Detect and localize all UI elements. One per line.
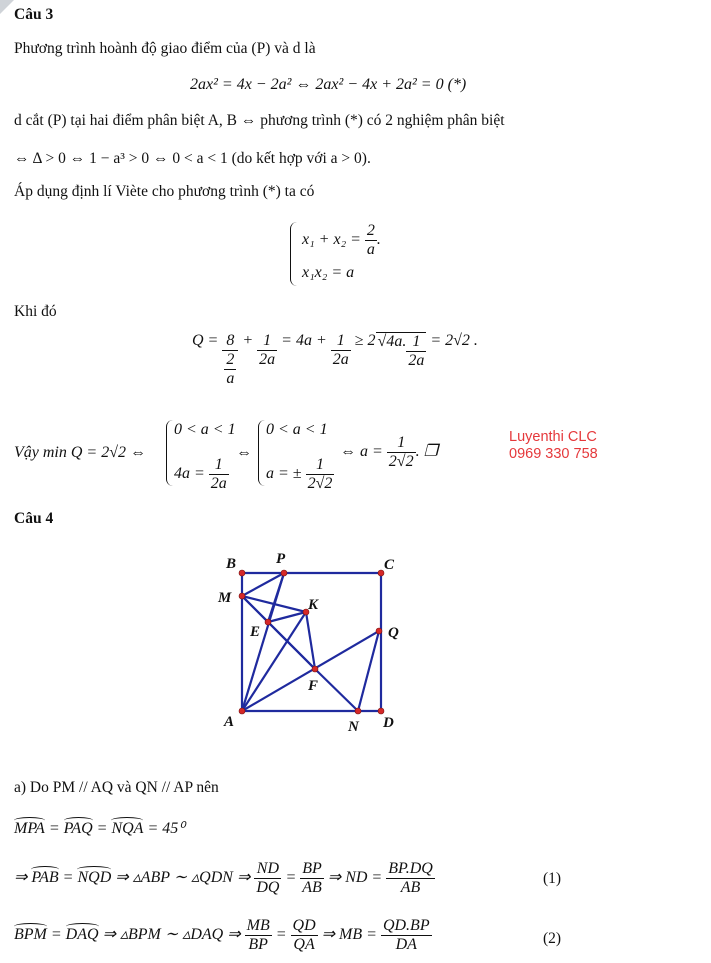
label-P: P [276, 551, 286, 567]
q-frac4-den: 2a [408, 352, 425, 369]
system2-b-den: 2√2 [307, 475, 333, 492]
final-answer [340, 434, 438, 471]
q-equation: Q = 8 2 a + $\frac{1}{2a}$ = 4a + $\frac{1}{2a}$ ≥ 2 √4a. $\frac{1}{2a}$ = 2√2 . [192, 332, 478, 387]
final-den: 2√2 [388, 453, 414, 470]
q-plus: + [242, 332, 254, 349]
eq1-tag: (1) [543, 870, 562, 887]
watermark [509, 429, 598, 463]
q-frac2-den: 2a [259, 351, 276, 368]
label-K: K [308, 597, 319, 613]
point-A [239, 708, 245, 714]
vieta-eq-2: x₁x₂ = a [302, 264, 355, 281]
label-D: D [383, 715, 394, 731]
eq2-f1-den: BP [248, 936, 268, 953]
q-result: = 2√2 . [430, 332, 478, 349]
eq1-f1-num: ND [254, 860, 281, 879]
eq1-f3-den: AB [400, 879, 421, 896]
equation-1: ⇒ PAB = NQD ⇒ ▵ABP ∼ ▵QDN ⇒ $\frac{ND}{DQ}$ = $\frac{BP}{AB}$ ⇒ ND = $\frac{BP.DQ}{AB}$ [14, 860, 433, 896]
q-frac3-den: 2a [332, 351, 349, 368]
system1-b-label: 4a = [174, 465, 205, 483]
geometry-diagram [210, 545, 410, 745]
q-frac4-num: 1 [406, 333, 426, 352]
part-a-intro: a) Do PM // AQ và QN // AP nên [14, 779, 219, 796]
angle-MPA: MPA [14, 820, 45, 837]
q-eq2: = 4a + [281, 332, 327, 349]
point-E [265, 619, 271, 625]
system1-brace [166, 420, 173, 486]
eq2-f3-num: QD.BP [382, 917, 430, 934]
q-frac2-num: 1 [257, 332, 277, 351]
eq2-f3-den: DA [395, 936, 417, 953]
watermark-line-2: 0969 330 758 [509, 446, 598, 462]
point-D [378, 708, 384, 714]
vieta-sum-num: 2 [366, 222, 375, 239]
iff-1: ⇔ [236, 444, 252, 461]
system2-brace [258, 420, 265, 486]
eq1-f2-den: AB [302, 879, 322, 896]
eq2-then: ⇒ MB = [321, 926, 377, 944]
khi-do-label: Khi đó [14, 303, 57, 320]
eq1-f1-den: DQ [256, 879, 280, 896]
vieta-brace [290, 222, 297, 286]
eq1-then: ⇒ ND = [327, 869, 383, 887]
watermark-line-1: Luyenthi CLC [509, 429, 597, 445]
system2-line-a: 0 < a < 1 [266, 421, 328, 438]
final-iff: ⇔ a = [340, 443, 383, 461]
seg-NQ [358, 631, 379, 711]
seg-FN [315, 669, 358, 711]
label-M: M [218, 590, 232, 606]
eq2-f1-num: MB [246, 917, 270, 934]
q-sqrt-in: 4a. [386, 333, 407, 350]
eq1-f3-num: BP.DQ [388, 860, 433, 877]
system2-line-b [266, 456, 334, 493]
vieta-sum-label: x₁ + x₂ = [302, 231, 361, 249]
angle-NQD: NQD [77, 869, 112, 887]
angle-BPM: BPM [14, 926, 47, 944]
point-F [312, 666, 318, 672]
eq2-similarity: ⇒ ▵BPM ∼ ▵DAQ ⇒ [102, 926, 241, 944]
system1-b-num: 1 [209, 456, 229, 475]
system1-b-den: 2a [210, 475, 227, 492]
q3-line-4: Áp dụng định lí Viète cho phương trình (*) ta có [14, 183, 315, 200]
label-Q: Q [388, 625, 399, 641]
final-end: . ❐ [415, 443, 438, 461]
angles-value: = 45⁰ [147, 820, 185, 837]
final-num: 1 [387, 434, 416, 453]
q4-heading: Câu 4 [14, 510, 54, 527]
eq1-prefix: ⇒ [14, 869, 28, 887]
label-N: N [348, 719, 359, 735]
q-frac3-num: 1 [331, 332, 351, 351]
q3-heading: Câu 3 [14, 6, 54, 23]
label-C: C [384, 557, 395, 573]
point-N [355, 708, 361, 714]
angles-equal: MPA = PAQ = NQA = 45⁰ [14, 820, 185, 837]
vieta-eq-1: x₁ + x₂ = $\frac{2}{a}$ . [302, 222, 381, 258]
eq1-similarity: ⇒ ▵ABP ∼ ▵QDN ⇒ [115, 869, 251, 887]
q3-line-3: ⇔ Δ > 0 ⇔ 1 − a³ > 0 ⇔ 0 < a < 1 (do kết hợp với a > 0). [14, 150, 371, 167]
q-frac1-num: 8 [222, 332, 238, 351]
angle-PAB: PAB [31, 869, 59, 887]
label-F: F [308, 678, 319, 694]
vieta-sum-den: a [366, 241, 375, 258]
eq2-f2-num: QD [292, 917, 316, 934]
q3-line-1: Phương trình hoành độ giao điểm của (P) và d là [14, 40, 316, 57]
eq2-tag: (2) [543, 930, 562, 947]
label-A: A [224, 714, 235, 730]
q-prefix: Q = [192, 332, 219, 349]
point-Q [376, 628, 382, 634]
q3-line-2: d cắt (P) tại hai điểm phân biệt A, B ⇔ phương trình (*) có 2 nghiệm phân biệt [14, 112, 505, 129]
angle-DAQ: DAQ [65, 926, 99, 944]
q-frac1-den-num: 2 [226, 351, 235, 368]
page-corner-fold [0, 0, 14, 14]
label-E: E [250, 624, 261, 640]
point-M [239, 593, 245, 599]
q-frac1-den-den: a [226, 370, 235, 387]
angle-PAQ: PAQ [63, 820, 93, 837]
label-B: B [226, 556, 237, 572]
system2-b-num: 1 [306, 456, 335, 475]
point-P [281, 570, 287, 576]
q3-equation-1: 2ax² = 4x − 2a² ⇔ 2ax² − 4x + 2a² = 0 (*) [190, 76, 467, 93]
system1-line-a: 0 < a < 1 [174, 421, 236, 438]
system2-b-label: a = ± [266, 465, 302, 483]
eq2-f2-den: QA [293, 936, 315, 953]
eq1-f2-num: BP [302, 860, 322, 877]
q-ge: ≥ 2 [354, 332, 376, 349]
equation-2: BPM = DAQ ⇒ ▵BPM ∼ ▵DAQ ⇒ $\frac{MB}{BP}$ = $\frac{QD}{QA}$ ⇒ MB = $\frac{QD.BP}{DA}$ [14, 917, 430, 953]
angle-NQA: NQA [111, 820, 144, 837]
system1-line-b [174, 456, 229, 493]
min-q-prefix: Vậy min Q = 2√2 ⇔ [14, 444, 147, 461]
point-B [239, 570, 245, 576]
